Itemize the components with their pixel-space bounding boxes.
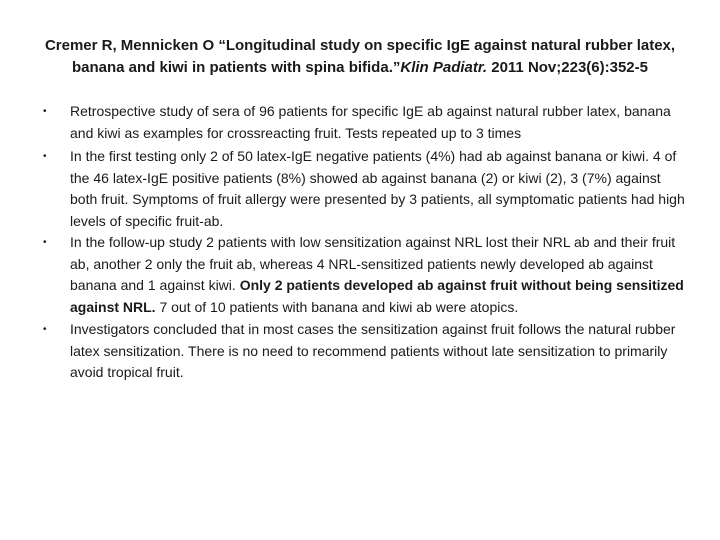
bullet-text: In the follow-up study 2 patients with low sensitization against NRL lost their NRL ab and their fruit ab, another 2 only the fruit ab, whereas 4 NRL-sensitized patients newly developed ab against banana and 1 against kiwi. [70, 234, 676, 293]
bullet-text: In the first testing only 2 of 50 latex-IgE negative patients (4%) had ab against banana or kiwi. 4 of the 46 latex-IgE positive patients (8%) showed ab against banana (2) or kiwi (2), 3 (7%) against both fruit. Symptoms of fruit allergy were presented by 3 patients, all symptomatic patients had high levels of specific fruit-ab. [70, 148, 685, 229]
slide-title [40, 35, 680, 78]
bullet-dot: • [43, 237, 47, 248]
title-date: 2011 Nov;223(6):352-5 [487, 58, 648, 76]
bullet-list [40, 101, 690, 384]
bullet-item [40, 319, 690, 384]
bullet-text: Retrospective study of sera of 96 patients for specific IgE ab against natural rubber latex, banana and kiwi as examples for crossreacting fruit. Tests repeated up to 3 times [70, 103, 671, 141]
bullet-dot: • [43, 324, 47, 335]
bullet-dot: • [43, 151, 47, 162]
bullet-item [40, 146, 690, 232]
title-citation: Cremer R, Mennicken O “Longitudinal study on specific IgE against natural rubber latex, banana and kiwi in patients with spina bifida.” [44, 37, 676, 76]
bullet-text: 7 out of 10 patients with banana and kiwi ab were atopics. [155, 298, 519, 315]
bullet-dot: • [43, 106, 47, 117]
bullet-text: Investigators concluded that in most cases the sensitization against fruit follows the natural rubber latex sensitization. There is no need to recommend patients without late sensitization to primarily avoid tropical fruit. [70, 321, 676, 380]
bullet-item [40, 232, 690, 318]
bullet-text-bold: Only 2 patients developed ab against fruit without being sensitized against NRL. [70, 277, 684, 315]
bullet-item [40, 101, 690, 144]
title-journal: Klin Padiatr. [400, 58, 488, 76]
